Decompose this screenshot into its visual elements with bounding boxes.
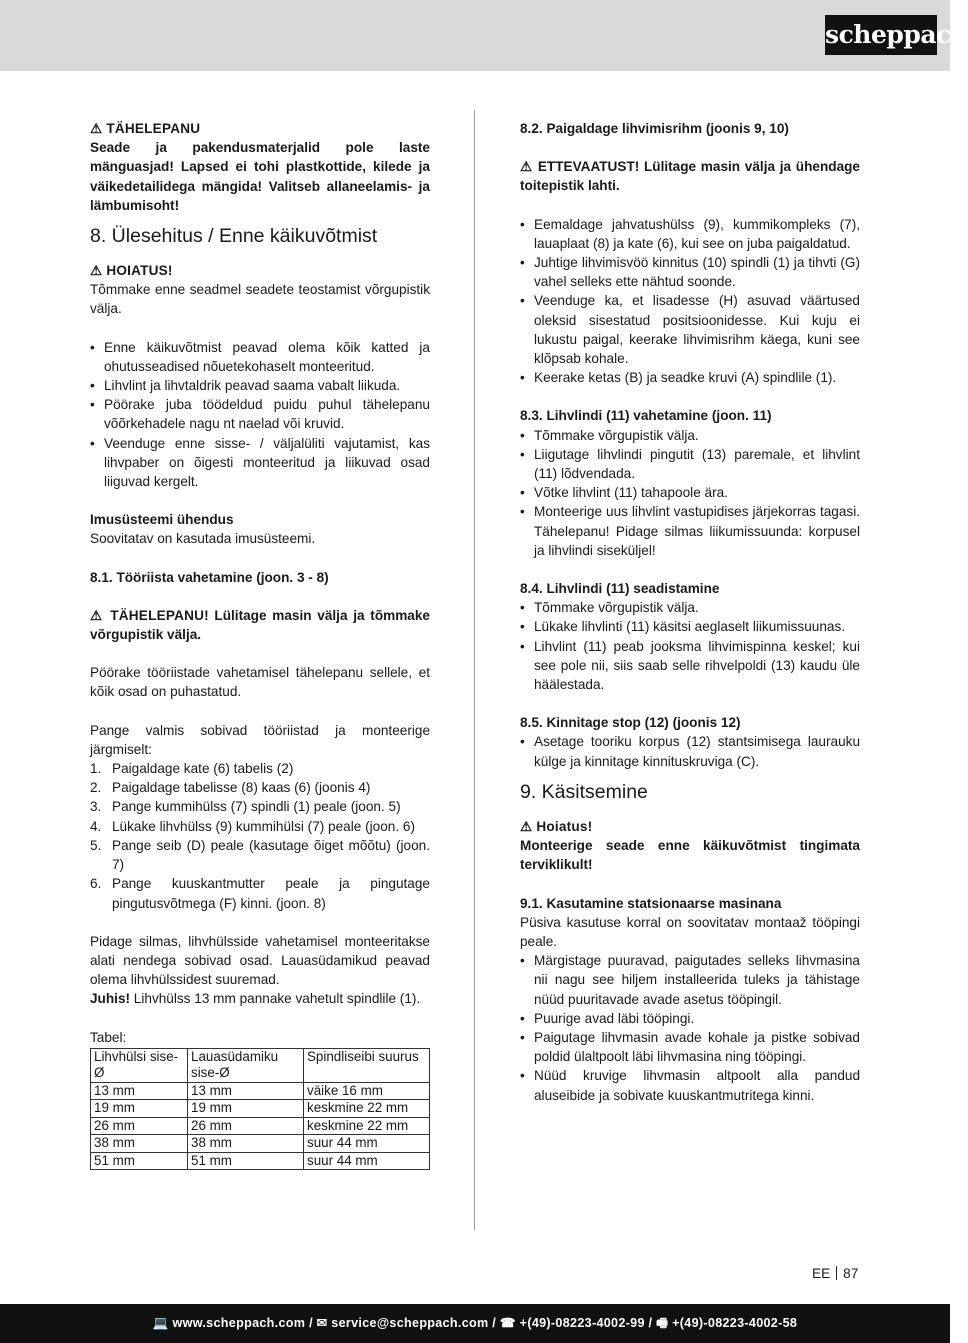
paragraph: Pidage silmas, lihvhülsside vahetamisel monteeritakse alati nendega sobivad osad. Lauasüdamikud peavad olema lihvhülssidest suuremad. bbox=[90, 933, 430, 988]
left-column bbox=[90, 119, 430, 1170]
list-item: • Pöörake juba töödeldud puidu puhul tähelepanu võõrkehadele nagu nt naelad või kruvid. bbox=[90, 395, 430, 433]
section-9-1-heading: 9.1. Kasutamine statsionaarse masinana bbox=[520, 895, 782, 911]
page-footer bbox=[0, 1304, 950, 1343]
warning-2-title: ⚠ TÄHELEPANU bbox=[90, 607, 205, 623]
warning-text: Seade ja pakendusmaterjalid pole laste mänguasjad! Lapsed ei tohi plastkottide, kilede ja väikedetailidega mängida! Valitseb allaneelamis- ja lämbumisoht! bbox=[90, 140, 430, 213]
list-item: • Enne käikuvõtmist peavad olema kõik katted ja ohutusseadised nõuetekohaselt monteeritud. bbox=[90, 338, 430, 376]
s85-list bbox=[520, 732, 860, 770]
list-item: • Liigutage lihvlindi pingutit (13) paremale, et lihvlint (11) lõdvendada. bbox=[520, 445, 860, 483]
s91-list bbox=[520, 951, 860, 1105]
hoiatus-text: Tõmmake enne seadmel seadete teostamist võrgupistik välja. bbox=[90, 282, 430, 317]
list-item: • Lihvlint ja lihvtaldrik peavad saama vabalt liikuda. bbox=[90, 376, 430, 395]
paragraph: Püsiva kasutuse korral on soovitatav montaaž tööpingi peale. bbox=[520, 914, 860, 949]
list-item: • Veenduge enne sisse- / väljalüliti vajutamist, kas lihvpaber on õigesti monteeritud ja liikuvad osad liiguvad kergelt. bbox=[90, 434, 430, 492]
s82-list bbox=[520, 215, 860, 388]
page-number bbox=[812, 1264, 858, 1283]
list-item: 1. Paigaldage kate (6) tabelis (2) bbox=[90, 761, 294, 777]
s83-list bbox=[520, 426, 860, 560]
table-caption: Tabel: bbox=[90, 1029, 127, 1045]
list-item: • Nüüd kruvige lihvmasin altpoolt alla pandud aluseibide ja sobivate kuuskantmutritega kinni. bbox=[520, 1066, 860, 1104]
table-row: 26 mm 26 mm keskmine 22 mm bbox=[91, 1117, 430, 1135]
warning-2 bbox=[90, 606, 430, 644]
list-item: • Keerake ketas (B) ja seadke kruvi (A) spindlile (1). bbox=[520, 368, 860, 387]
section-8-heading: 8. Ülesehitus / Enne käikuvõtmist bbox=[90, 225, 378, 248]
steps-list bbox=[90, 759, 430, 913]
precheck-list bbox=[90, 338, 430, 492]
list-item: • Asetage tooriku korpus (12) stantsimisega laurauku külge ja kinnitage kinnituskruviga (C). bbox=[520, 732, 860, 770]
list-item: • Veenduge ka, et lisadesse (H) asuvad väärtused oleksid sisestatud positsioonidesse. Kui kuju ei lukustu paigal, keerake lihvimisrihm käega, kuni see klõpsab kohale. bbox=[520, 291, 860, 368]
hoiatus-title: ⚠ HOIATUS! bbox=[90, 263, 173, 279]
list-item: • Lükake lihvlinti (11) käsitsi aeglaselt liikumissuunas. bbox=[520, 617, 860, 636]
contact-info: 💻 www.scheppach.com / ✉ service@scheppach.com / ☎ +(49)-08223-4002-99 / 🖷 +(49)-08223-4002-58 bbox=[152, 1316, 798, 1330]
page-header bbox=[0, 0, 968, 71]
section-8-5-heading: 8.5. Kinnitage stop (12) (joonis 12) bbox=[520, 715, 741, 731]
list-item: 6. Pange kuuskantmutter peale ja pingutage pingutusvõtmega (F) kinni. (joon. 8) bbox=[90, 876, 430, 911]
hoiatus-2-text: Monteerige seade enne käikuvõtmist tingimata terviklikult! bbox=[520, 838, 860, 873]
size-table bbox=[90, 1048, 430, 1171]
list-item: • Tõmmake võrgupistik välja. bbox=[520, 426, 860, 445]
list-item: • Juhtige lihvimisvöö kinnitus (10) spindli (1) ja tihvti (G) vahel selleks ette nähtud soonde. bbox=[520, 253, 860, 291]
paragraph: Pange valmis sobivad tööriistad ja monteerige järgmiselt: bbox=[90, 722, 430, 757]
section-8-2-heading: 8.2. Paigaldage lihvimisrihm (joonis 9, 10) bbox=[520, 121, 789, 136]
section-8-4-heading: 8.4. Lihvlindi (11) seadistamine bbox=[520, 581, 720, 597]
list-item: • Tõmmake võrgupistik välja. bbox=[520, 598, 860, 617]
list-item: 2. Paigaldage tabelisse (8) kaas (6) (joonis 4) bbox=[90, 780, 371, 796]
language-code: EE bbox=[812, 1266, 831, 1281]
scheppach-logo: scheppach bbox=[825, 15, 937, 55]
table-row: 13 mm 13 mm väike 16 mm bbox=[91, 1082, 430, 1100]
section-9-heading: 9. Käsitsemine bbox=[520, 780, 648, 803]
table-row: 38 mm 38 mm suur 44 mm bbox=[91, 1135, 430, 1153]
page-number-value: 87 bbox=[843, 1266, 859, 1281]
list-item: • Monteerige uus lihvlint vastupidises järjekorras tagasi. Tähelepanu! Pidage silmas liikumissuunda: korpusel ja lihvlindi siseküljel! bbox=[520, 502, 860, 560]
s84-list bbox=[520, 598, 860, 694]
list-item: 4. Lükake lihvhülss (9) kummihülsi (7) peale (joon. 6) bbox=[90, 818, 415, 834]
hoiatus-2-title: ⚠ Hoiatus! bbox=[520, 818, 593, 834]
list-item: • Võtke lihvlint (11) tahapoole ära. bbox=[520, 483, 860, 502]
list-item: • Paigutage lihvmasin avade kohale ja pistke sobivad poldid ülaltpoolt läbi lihvmasina ning tööpingi. bbox=[520, 1028, 860, 1066]
list-item: • Puurige avad läbi tööpingi. bbox=[520, 1009, 860, 1028]
list-item: 5. Pange seib (D) peale (kasutage õiget mõõtu) (joon. 7) bbox=[90, 837, 430, 873]
section-8-3-heading: 8.3. Lihvlindi (11) vahetamine (joon. 11) bbox=[520, 408, 772, 424]
table-header-row: Lihvhülsi sise-Ø Lauasüdamiku sise-Ø Spindliseibi suurus bbox=[91, 1048, 430, 1082]
imu-text: Soovitatav on kasutada imusüsteemi. bbox=[90, 531, 316, 547]
right-column bbox=[520, 119, 860, 1105]
warning-2-text: ! Lülitage masin välja ja tõmmake võrgupistik välja. bbox=[90, 607, 430, 643]
column-divider bbox=[474, 110, 475, 1230]
imu-heading: Imusüsteemi ühendus bbox=[90, 512, 234, 528]
paragraph: Pöörake tööriistade vahetamisel tähelepanu sellele, et kõik osad on puhastatud. bbox=[90, 665, 430, 700]
list-item: 3. Pange kummihülss (7) spindli (1) peale (joon. 5) bbox=[90, 799, 401, 815]
list-item: • Eemaldage jahvatushülss (9), kummikompleks (7), lauaplaat (8) ja kate (6), kui see on juba paigaldatud. bbox=[520, 215, 860, 253]
warning-title: ⚠ TÄHELEPANU bbox=[90, 121, 201, 136]
caution-text: ⚠ ETTEVAATUST! Lülitage masin välja ja ühendage toitepistik lahti. bbox=[520, 159, 860, 194]
table-row: 19 mm 19 mm keskmine 22 mm bbox=[91, 1100, 430, 1118]
table-row: 51 mm 51 mm suur 44 mm bbox=[91, 1152, 430, 1170]
list-item: • Lihvlint (11) peab jooksma lihvimispinna keskel; kui see pole nii, siis saab selle rihvelpoldi (13) kaudu üle häälestada. bbox=[520, 637, 860, 695]
juhis-note: Juhis! Lihvhülss 13 mm pannake vahetult spindlile (1). bbox=[90, 991, 421, 1007]
list-item: • Märgistage puuravad, paigutades selleks lihvmasina nii nagu see hiljem installeerida tuleks ja tähistage nüüd puuritavade avade asetus tööpingil. bbox=[520, 951, 860, 1009]
section-8-1-heading: 8.1. Tööriista vahetamine (joon. 3 - 8) bbox=[90, 569, 329, 585]
